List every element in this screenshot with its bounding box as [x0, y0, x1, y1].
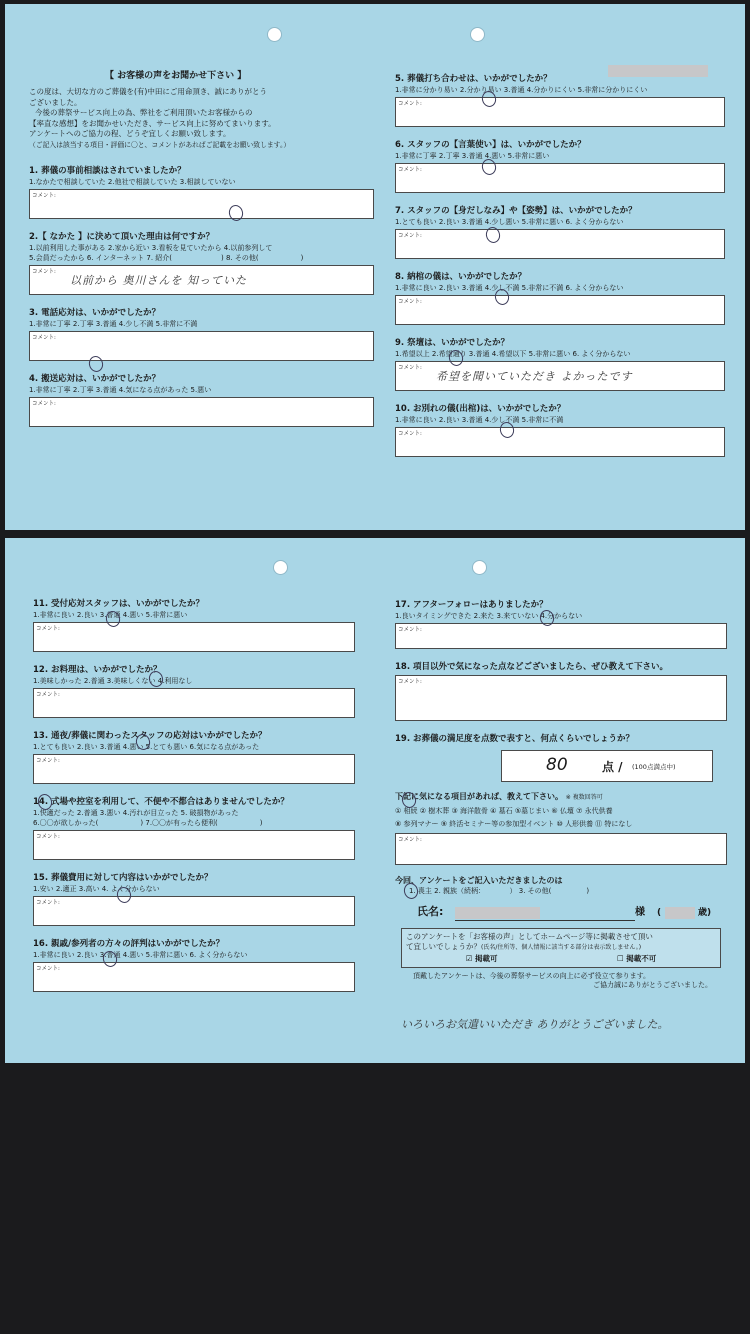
question-text: 7. スタッフの【身だしなみ】や【姿勢】は、いかがでしたか？ — [395, 206, 637, 216]
name-underline — [455, 920, 635, 921]
age-suffix: 歳) — [698, 908, 712, 918]
comment-label: コメント: — [36, 834, 60, 840]
handwritten-comment: 希望を聞いていただき よかったです — [436, 370, 633, 383]
handwritten-thanks: いろいろお気遣いいただき ありがとうございました。 — [401, 1018, 669, 1031]
comment-label: コメント: — [398, 431, 422, 437]
footer-line: 頂戴したアンケートは、今後の葬祭サービスの向上に必ず役立て参ります。 — [413, 972, 651, 980]
question-list — [33, 599, 355, 992]
question-18 — [395, 662, 727, 721]
question-block — [29, 308, 374, 361]
comment-box[interactable] — [33, 622, 355, 652]
comment-box[interactable] — [395, 427, 725, 457]
question-text: 15. 葬儀費用に対して内容はいかがでしたか？ — [33, 873, 213, 883]
comment-label: コメント: — [36, 900, 60, 906]
answer-options: 5.会員だったから 6. インターネット 7. 紹介( ) 8. その他( ) — [29, 254, 304, 262]
question-text: 9. 祭壇は、いかがでしたか？ — [395, 338, 510, 348]
comment-label: コメント: — [36, 626, 60, 632]
comment-box[interactable] — [33, 962, 355, 992]
comment-label: コメント: — [36, 966, 60, 972]
question-text: 18. 項目以外で気になった点などございましたら、ぜひ教えて下さい。 — [395, 662, 669, 672]
comment-label: コメント: — [32, 401, 56, 407]
comment-box[interactable] — [33, 754, 355, 784]
question-19 — [395, 734, 727, 782]
consent-options — [406, 954, 716, 964]
redacted-name — [455, 907, 540, 919]
name-row — [395, 906, 727, 922]
answer-options: 1.とても良い 2.良い 3.普通 4.悪い 5.とても悪い 6.気になる点があった — [33, 743, 260, 751]
redacted-age — [665, 907, 695, 919]
answer-options: 1.とても良い 2.良い 3.普通 4.少し悪い 5.非常に悪い 6. よく分からない — [395, 218, 624, 226]
question-list — [29, 166, 374, 427]
question-text: 12. お料理は、いかがでしたか？ — [33, 665, 162, 675]
score-note: (100点満点中) — [632, 763, 676, 771]
interest-title — [395, 791, 727, 803]
question-text: 16. 親戚/参列者の方々の評判はいかがでしたか？ — [33, 939, 225, 949]
score-value: 80 — [546, 755, 568, 775]
interest-section — [395, 791, 727, 865]
comment-box[interactable] — [395, 295, 725, 325]
interest-note: ※ 複数回答可 — [565, 794, 603, 801]
punch-hole — [267, 27, 282, 42]
interest-question: 下記に気になる項目があれば、教えて下さい。 — [395, 792, 563, 801]
question-text: 2.【 なかた 】に決めて頂いた理由は何ですか？ — [29, 232, 215, 242]
comment-label: コメント: — [398, 167, 422, 173]
question-text: 10. お別れの儀(出棺)は、いかがでしたか？ — [395, 404, 566, 414]
answer-options: 1.安い 2.適正 3.高い 4. よく分からない — [33, 885, 160, 893]
comment-label: コメント: — [32, 193, 56, 199]
comment-label: コメント: — [398, 299, 422, 305]
publish-ok-checkbox[interactable]: ☑ 掲載可 — [465, 954, 498, 963]
comment-box[interactable] — [29, 331, 374, 361]
answer-options: 1.非常に良い 2.良い 3.普通 4.少し不満 5.非常に不満 — [395, 416, 564, 424]
question-text: 6. スタッフの【言葉使い】は、いかがでしたか？ — [395, 140, 586, 150]
comment-box[interactable] — [33, 688, 355, 718]
question-block — [29, 374, 374, 427]
question-block — [29, 166, 374, 219]
sheet1-left-column — [29, 68, 374, 440]
question-block — [33, 797, 355, 860]
honorific: 様 — [635, 907, 645, 918]
question-block — [395, 206, 725, 259]
comment-box[interactable] — [33, 896, 355, 926]
survey-sheet-page-2 — [5, 538, 745, 1063]
question-text: 3. 電話応対は、いかがでしたか？ — [29, 308, 161, 318]
comment-label: コメント: — [398, 627, 422, 633]
handwritten-comment: 以前から 奥川さんを 知っていた — [70, 274, 247, 287]
survey-intro — [29, 87, 374, 150]
answer-options: 1.良いタイミングできた 2.来た 3.来ていない 4.分からない — [395, 612, 583, 620]
question-block — [33, 939, 355, 992]
answer-options: 1.非常に良い 2.良い 3.普通 4.少し不満 5.非常に不満 6. よく分からない — [395, 284, 624, 292]
comment-box[interactable] — [29, 265, 374, 295]
question-block — [29, 232, 374, 295]
comment-box[interactable] — [395, 833, 727, 865]
question-text: 19. お葬儀の満足度を点数で表すと、何点くらいでしょうか？ — [395, 734, 635, 744]
comment-box[interactable] — [29, 397, 374, 427]
score-box[interactable] — [501, 750, 713, 782]
question-block — [395, 272, 725, 325]
comment-label: コメント: — [398, 233, 422, 239]
question-text: 1. 葬儀の事前相談はされていましたか？ — [29, 166, 186, 176]
question-block — [33, 665, 355, 718]
publish-ng-checkbox[interactable]: ☐ 掲載不可 — [616, 954, 657, 963]
question-block — [395, 140, 725, 193]
intro-line: ございました。 — [29, 97, 82, 107]
question-17 — [395, 600, 727, 649]
question-text: 17. アフターフォローはありましたか？ — [395, 600, 548, 610]
question-text: 5. 葬儀打ち合わせは、いかがでしたか？ — [395, 74, 552, 84]
answer-options: 1.非常に丁寧 2.丁寧 3.普通 4.悪い 5.非常に悪い — [395, 152, 550, 160]
footer-line: ご協力誠にありがとうございました。 — [593, 981, 712, 989]
comment-label: コメント: — [32, 269, 56, 275]
punch-hole — [472, 560, 487, 575]
notice-line: このアンケートを「お客様の声」としてホームページ等に掲載させて頂い — [406, 932, 653, 941]
answer-options: 1.美味しかった 2.普通 3.美味しくない 4.利用なし — [33, 677, 193, 685]
interest-items: ⑧ 参列マナー ⑨ 終活セミナー等の参加型イベント ⑩ 人形供養 ⑪ 特になし — [395, 820, 633, 828]
question-text: 8. 納棺の儀は、いかがでしたか？ — [395, 272, 527, 282]
punch-hole — [273, 560, 288, 575]
comment-box[interactable] — [395, 675, 727, 721]
survey-title: 【 お客様の声をお聞かせ下さい 】 — [105, 71, 247, 81]
intro-line: （ご記入は該当する項目・評価に〇と、コメントがあればご記載をお願い致します。） — [29, 140, 291, 149]
notice-text: て宜しいでしょうか？ — [406, 942, 481, 951]
respondent-options: 1. 喪主 2. 親族（続柄： ） 3. その他( ) — [409, 887, 590, 895]
question-block — [33, 599, 355, 652]
comment-box[interactable] — [395, 163, 725, 193]
question-text: 13. 通夜/葬儀に関わったスタッフの応対はいかがでしたか？ — [33, 731, 267, 741]
comment-box[interactable] — [395, 361, 725, 391]
notice-small: (氏名/住所等、個人情報に該当する部分は表示致しません。) — [481, 944, 642, 951]
answer-options: 1.非常に分かり易い 2.分かり易い 3.普通 4.分かりにくい 5.非常に分かりにくい — [395, 86, 648, 94]
answer-options: 1.なかたで相談していた 2.他社で相談していた 3.相談していない — [29, 178, 236, 186]
intro-line: 今後の葬祭サービス向上の為、弊社をご利用頂いたお客様からの — [35, 108, 253, 117]
question-block — [395, 338, 725, 391]
sheet2-left-column — [33, 599, 355, 1005]
intro-line: この度は、大切な方のご葬儀を(有)中田にご用命頂き、誠にありがとう — [29, 87, 268, 96]
answer-options: 1.非常に良い 2.良い 3.普通 4.悪い 5.非常に悪い — [33, 611, 188, 619]
comment-label: コメント: — [398, 365, 422, 371]
comment-label: コメント: — [36, 758, 60, 764]
respondent-question: 今回、アンケートをご記入いただきましたのは — [395, 876, 563, 885]
question-block — [395, 404, 725, 457]
answer-options: 1.快適だった 2.普通 3.悪い 4.汚れが目立った 5. 破損物があった — [33, 809, 239, 817]
question-text: 14. 式場や控室を利用して、不便や不都合はありませんでしたか？ — [33, 797, 289, 807]
intro-line: 【率直な感想】をお聞かせいただき、サービス向上に努めてまいります。 — [29, 118, 276, 128]
question-block — [395, 74, 725, 127]
question-list — [395, 74, 725, 457]
sheet1-right-column — [395, 74, 725, 470]
comment-label: コメント: — [398, 101, 422, 107]
answer-options: 6.〇〇が欲しかった( ) 7.〇〇が有ったら便利( ) — [33, 819, 263, 827]
comment-box[interactable] — [29, 189, 374, 219]
sheet2-right-column — [395, 600, 727, 990]
comment-box[interactable] — [395, 623, 727, 649]
comment-label: コメント: — [398, 837, 422, 843]
question-block — [33, 731, 355, 784]
comment-label: コメント: — [32, 335, 56, 341]
question-text: 4. 搬送応対は、いかがでしたか？ — [29, 374, 161, 384]
comment-box[interactable] — [395, 229, 725, 259]
score-unit: 点 / — [602, 760, 623, 774]
respondent-section — [395, 875, 727, 896]
interest-items: ① 相続 ② 樹木葬 ③ 海洋散骨 ④ 墓石 ⑤墓じまい ⑥ 仏壇 ⑦ 永代供養 — [395, 807, 613, 815]
answer-options: 1.非常に丁寧 2.丁寧 3.普通 4.気になる点があった 5.悪い — [29, 386, 212, 394]
answer-options: 1.以前利用した事がある 2.家から近い 3.看板を見ていたから 4.以前参列して — [29, 244, 273, 252]
notice-line — [406, 942, 716, 953]
comment-box[interactable] — [395, 97, 725, 127]
intro-line: アンケートへのご協力の程、どうぞ宜しくお願い致します。 — [29, 129, 231, 138]
comment-label: コメント: — [36, 692, 60, 698]
comment-box[interactable] — [33, 830, 355, 860]
answer-options: 1.非常に良い 2.良い 3.普通 4.悪い 5.非常に悪い 6. よく分からない — [33, 951, 248, 959]
question-block — [33, 873, 355, 926]
comment-label: コメント: — [398, 679, 422, 685]
name-label: 氏名: — [417, 905, 444, 918]
answer-options: 1.希望以上 2.希望通り 3.普通 4.希望以下 5.非常に悪い 6. よく分からない — [395, 350, 631, 358]
punch-hole — [470, 27, 485, 42]
question-text: 11. 受付応対スタッフは、いかがでしたか？ — [33, 599, 205, 609]
publish-consent-box — [401, 928, 721, 968]
footer-note — [413, 972, 727, 990]
survey-sheet-page-1 — [5, 4, 745, 530]
answer-options: 1.非常に丁寧 2.丁寧 3.普通 4.少し不満 5.非常に不満 — [29, 320, 198, 328]
age-open: ( — [657, 908, 662, 918]
